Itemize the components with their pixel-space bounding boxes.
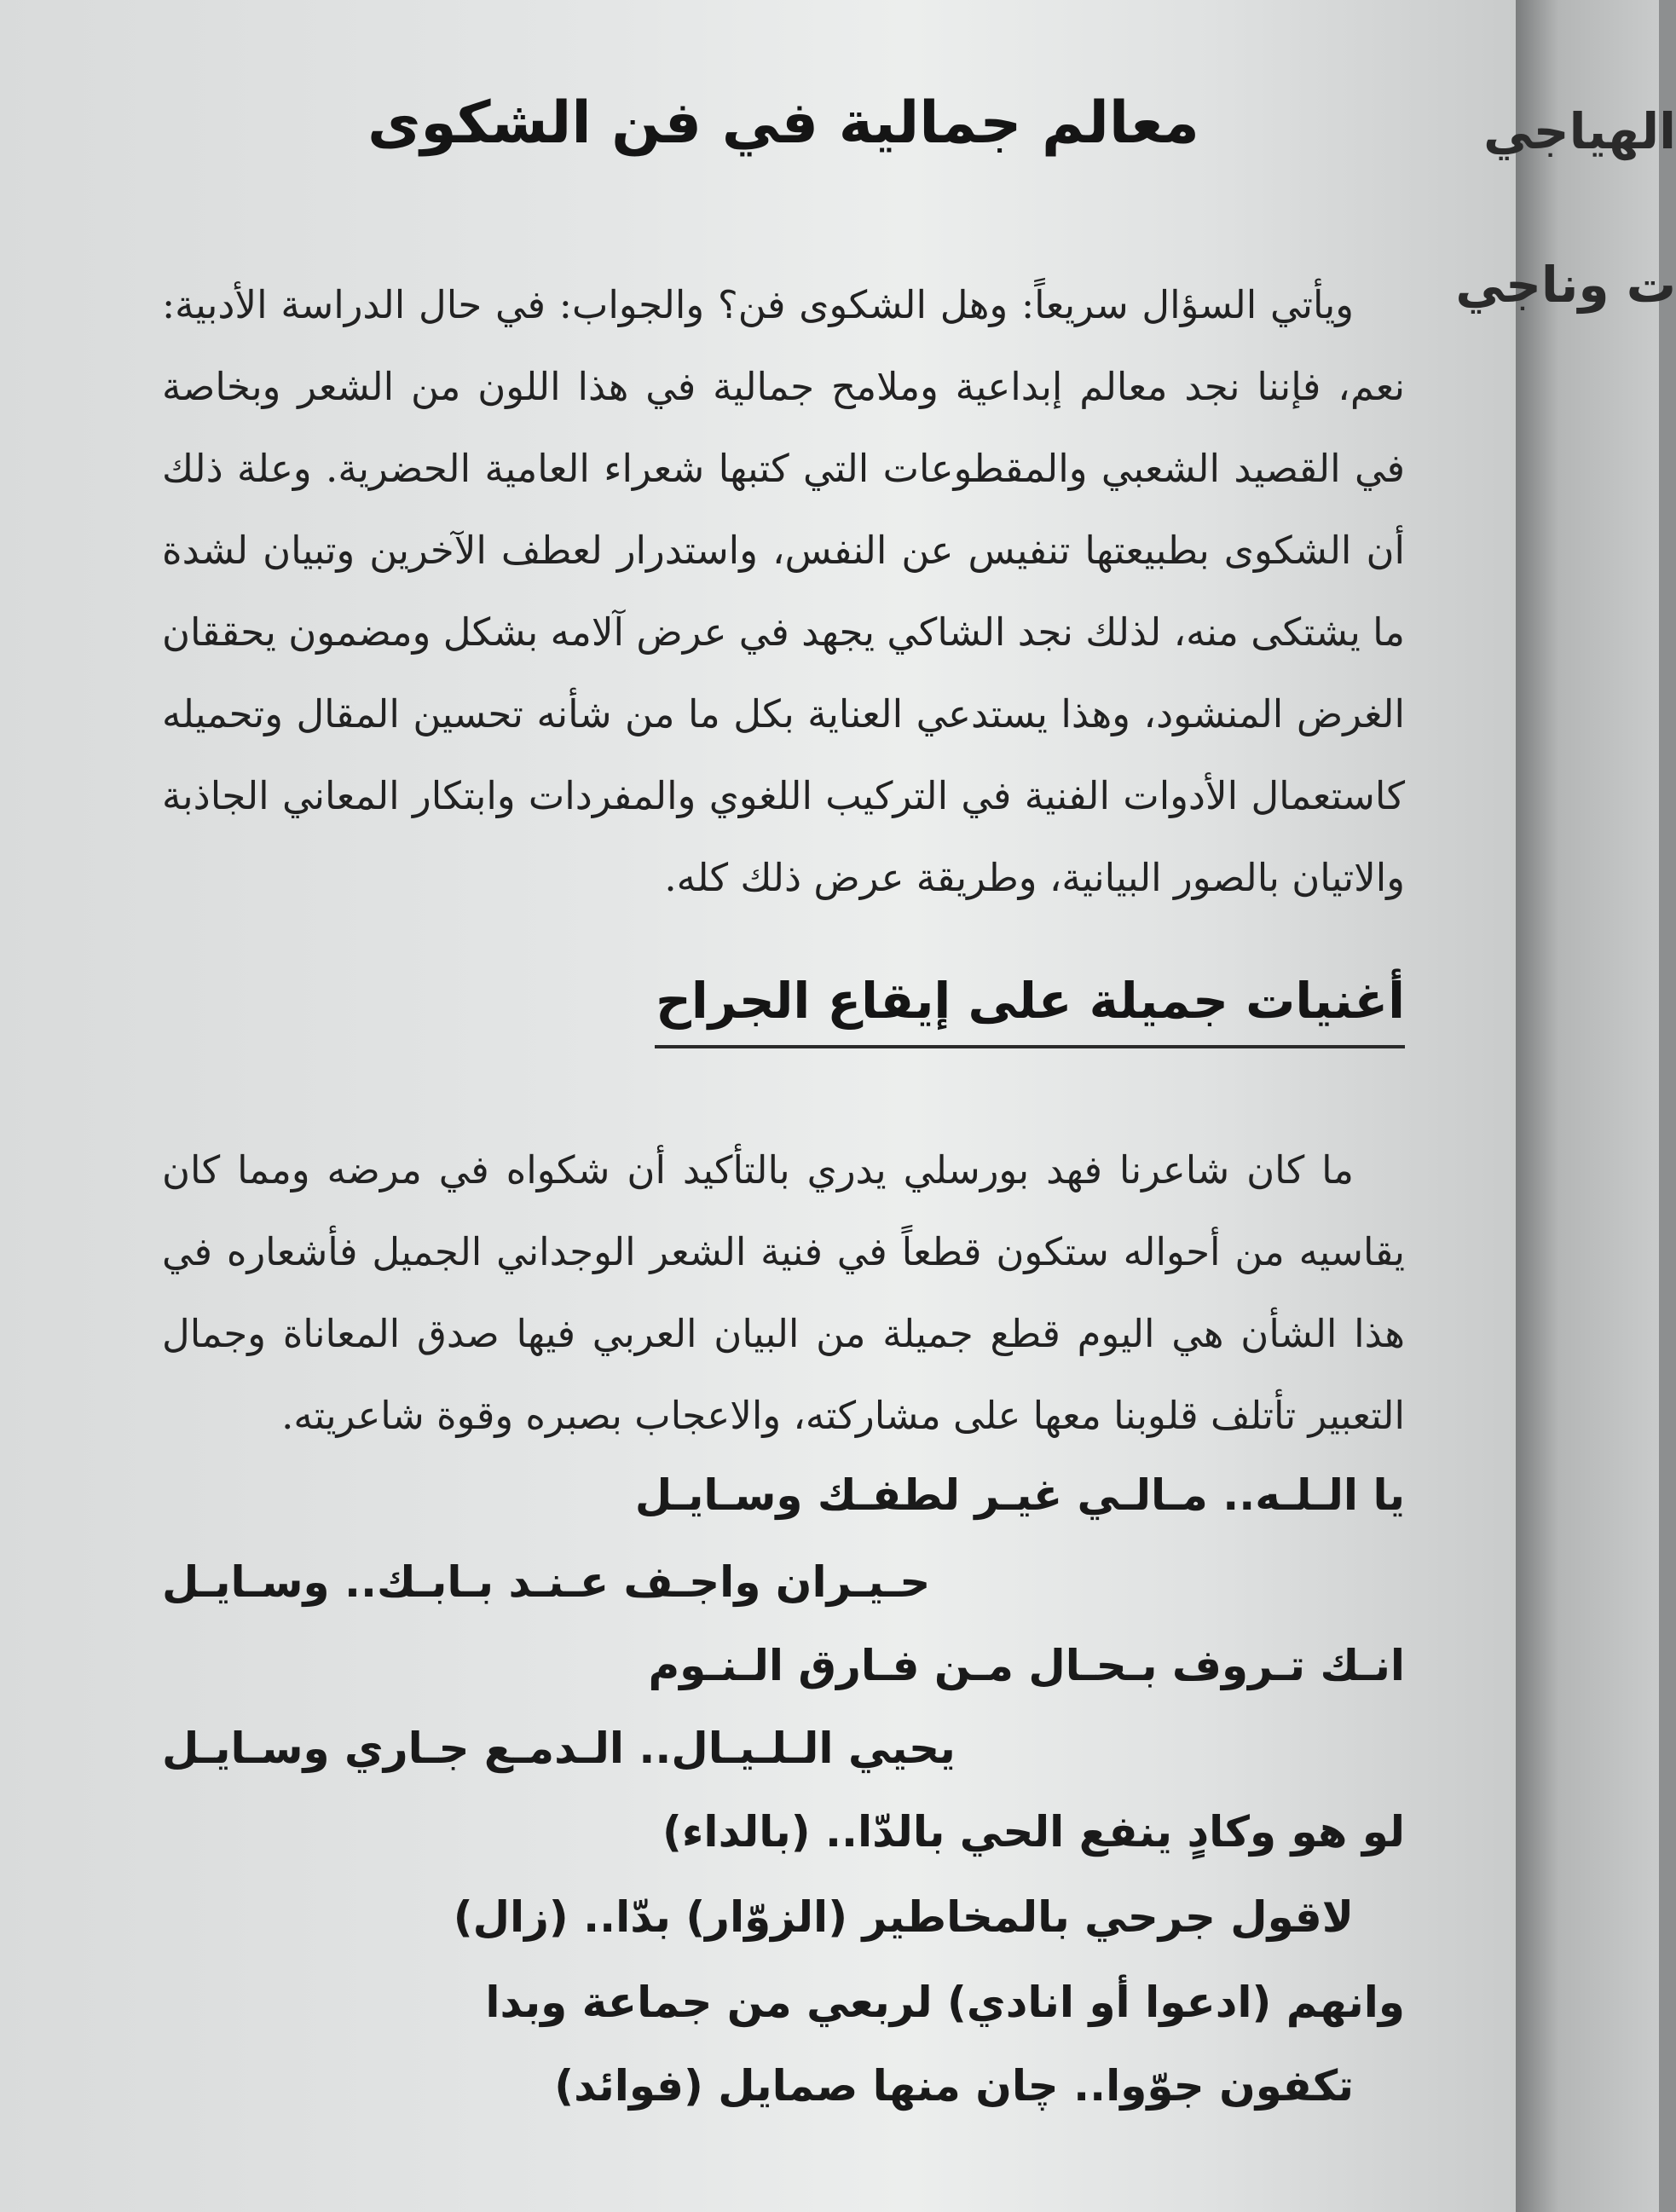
poem-line: تكفون جوّوا.. چان منها صمايل (فوائد) [554, 2061, 1354, 2111]
body-paragraph-2: ما كان شاعرنا فهد بورسلي يدري بالتأكيد أن شكواه في مرضه ومما كان يقاسيه من أحواله ستكون قطعاً في فنية الشعر الوجداني الجميل فأشعاره في هذا الشأن هي اليوم قطع جميلة من البيان العربي فيها صدق المعاناة وجمال التعبير تأتلف قلوبنا معها على مشاركته، والاعجاب بصبره وقوة شاعريته. [162, 1147, 1405, 1438]
poem-line: انـك تـروف بـحـال مـن فـارق الـنـوم [648, 1641, 1405, 1690]
poem-line: لاقول جرحي بالمخاطير (الزوّار) بدّا.. (زال) [453, 1892, 1354, 1942]
section-heading: أغنيات جميلة على إيقاع الجراح [655, 972, 1405, 1048]
poem-line: يا الـلـه.. مـالـي غيـر لطفـك وسـايـل [634, 1470, 1405, 1520]
poem-line: وانهم (ادعوا أو انادي) لربعي من جماعة وبدا [485, 1978, 1405, 2027]
facing-page-text: ت وناجي [1455, 256, 1676, 314]
facing-page-text: الهياجي [1483, 102, 1676, 160]
poem-line: لو هو وكادٍ ينفع الحي بالدّا.. (بالداء) [662, 1807, 1405, 1857]
facing-page-edge [1455, 0, 1676, 2212]
page-title: معالم جمالية في فن الشكوى [367, 90, 1199, 157]
poem-line: حـيـران واجـف عـنـد بـابـك.. وسـايـل [162, 1557, 931, 1607]
body-paragraph-1: ويأتي السؤال سريعاً: وهل الشكوى فن؟ والجواب: في حال الدراسة الأدبية: نعم، فإننا نجد معالم إبداعية وملامح جمالية في هذا اللون من الشعر وبخاصة في القصيد الشعبي والمقطوعات التي كتبها شعراء العامية الحضرية. وعلة ذلك أن الشكوى بطبيعتها تنفيس عن النفس، واستدرار لعطف الآخرين وتبيان لشدة ما يشتكى منه، لذلك نجد الشاكي يجهد في عرض آلامه بشكل ومضمون يحققان الغرض المنشود، وهذا يستدعي العناية بكل ما من شأنه تحسين المقال وتحميله كاستعمال الأدوات الفنية في التركيب اللغوي والمفردات وابتكار المعاني الجاذبة والاتيان بالصور البيانية، وطريقة عرض ذلك كله. [162, 282, 1405, 900]
page-content [162, 0, 1405, 2212]
poem-line: يحيي الـلـيـال.. الـدمـع جـاري وسـايـل [162, 1724, 956, 1773]
